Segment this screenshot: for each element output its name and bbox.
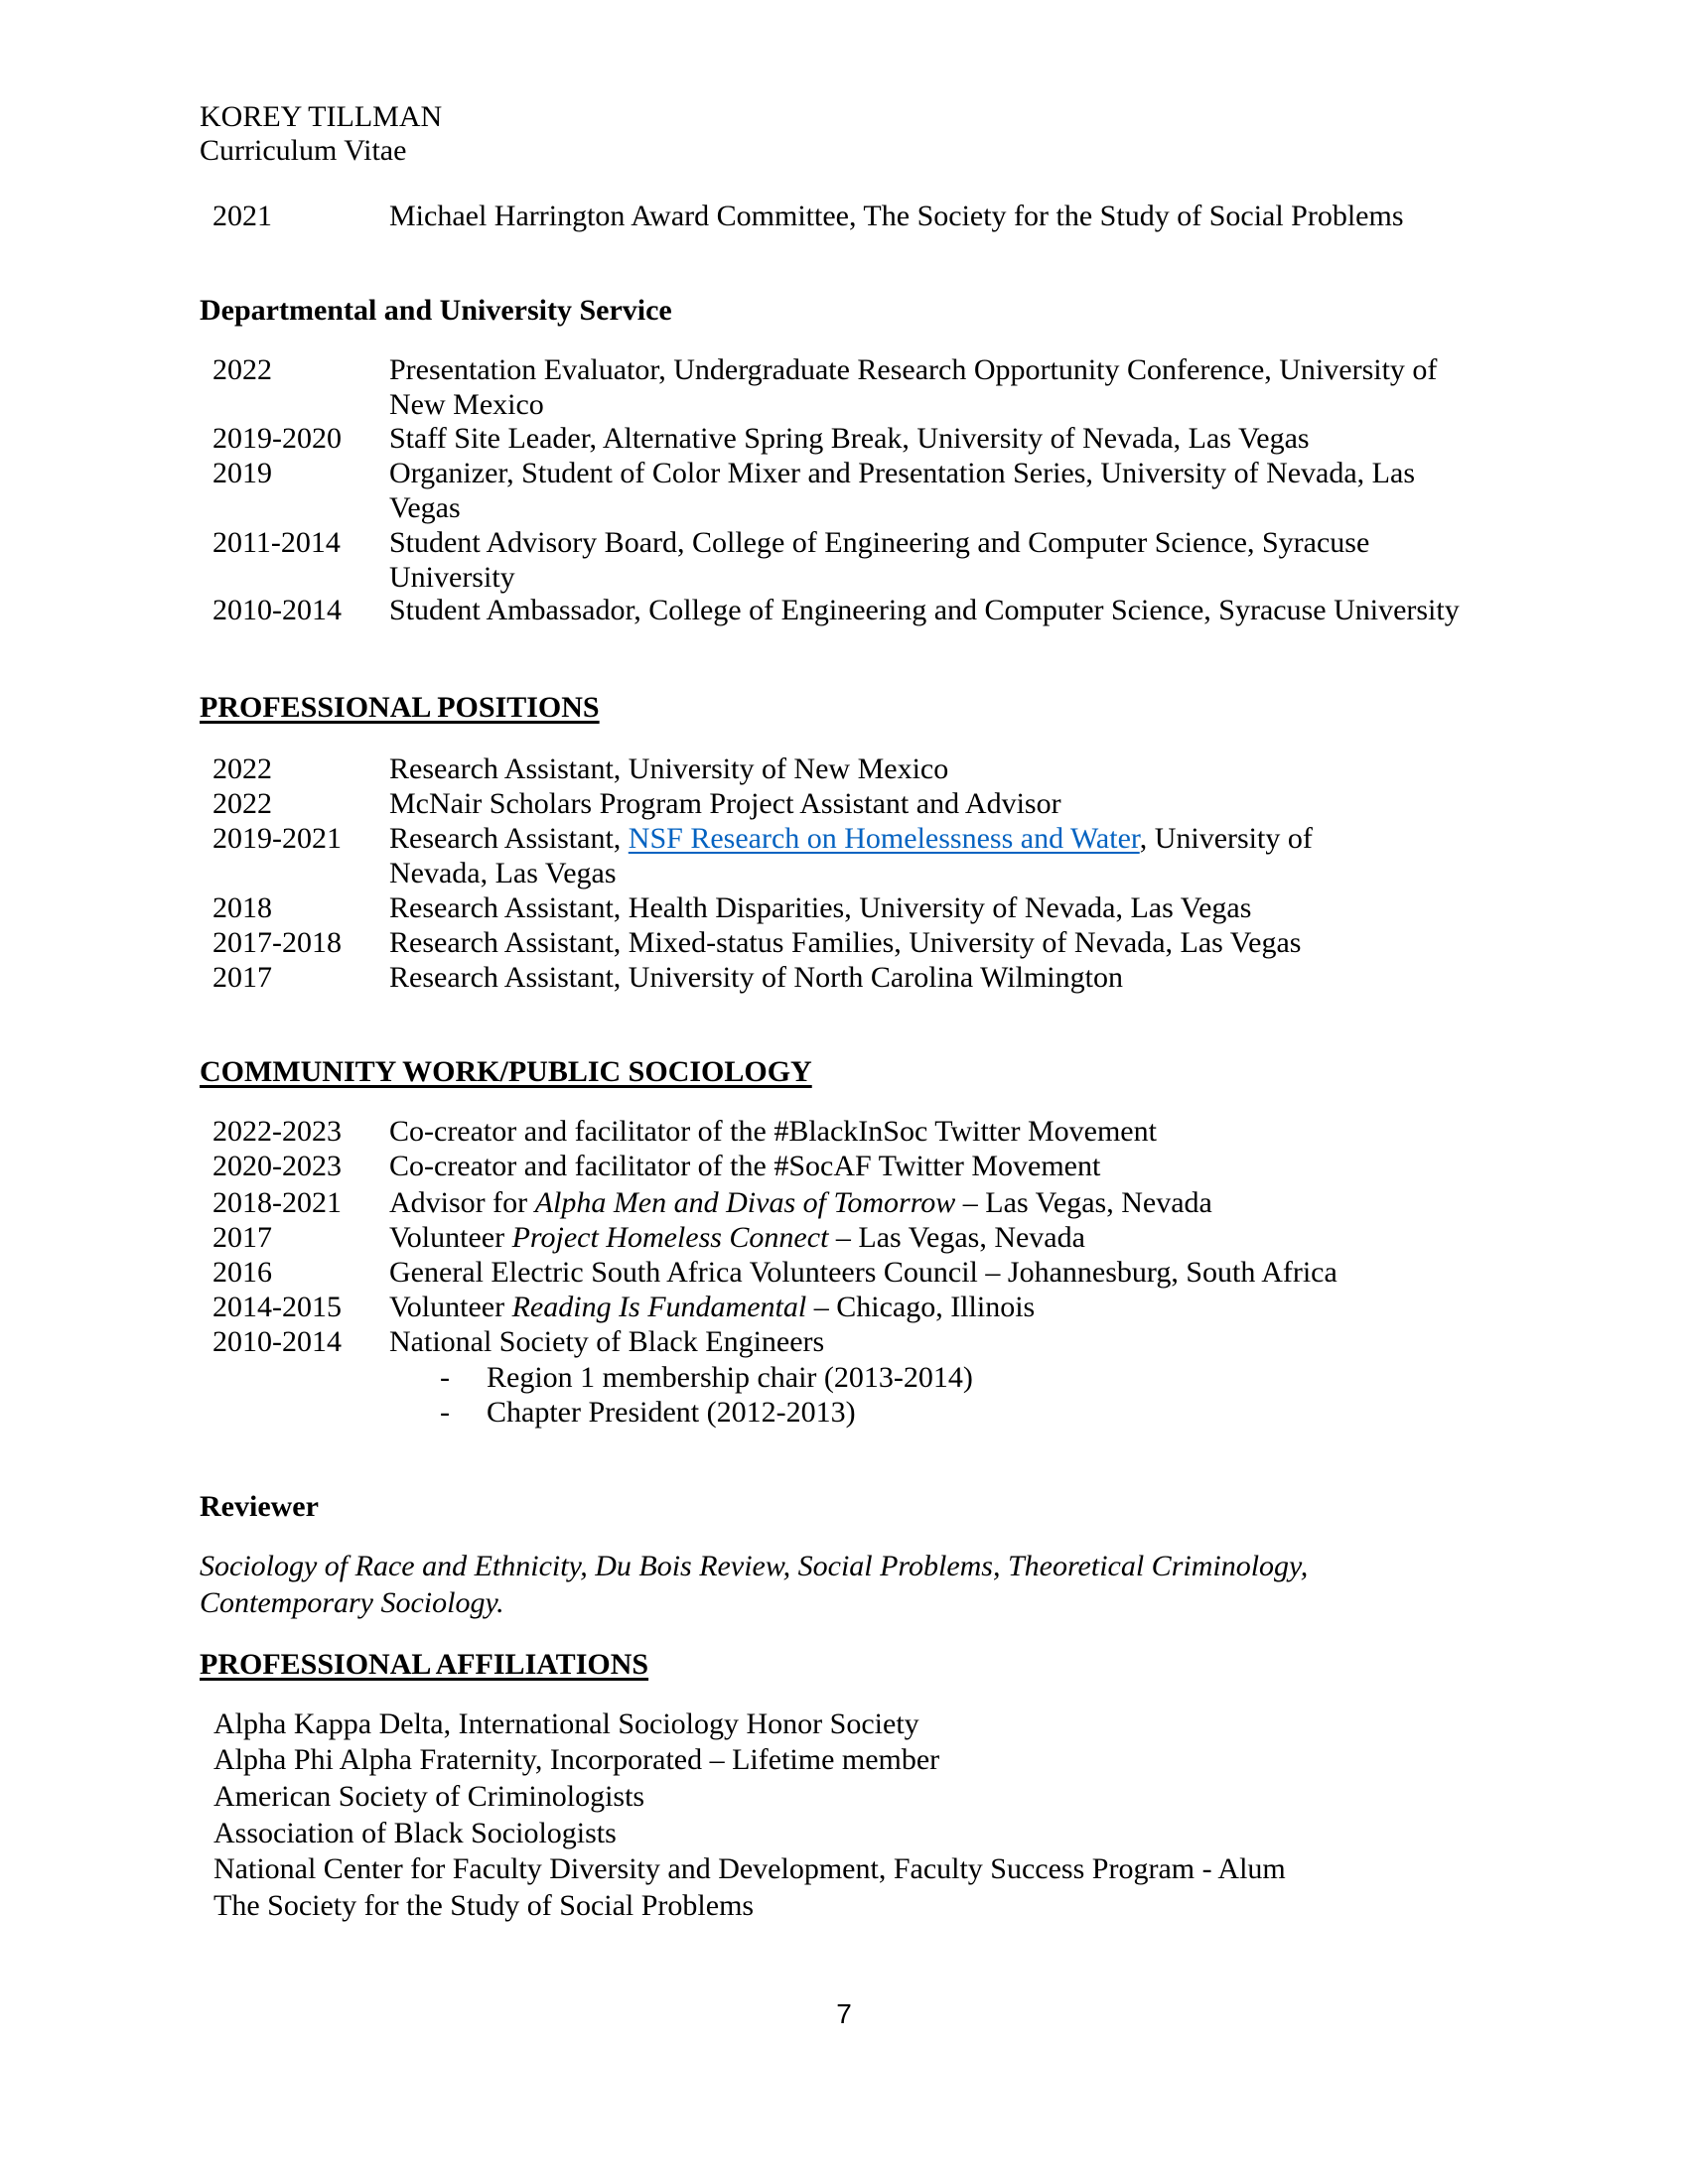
entry-year: 2017-2018 bbox=[212, 926, 342, 959]
entry-description-line bbox=[389, 928, 1301, 958]
reviewer-journals-line: Sociology of Race and Ethnicity, Du Bois Review, Social Problems, Theoretical Criminology, bbox=[200, 1550, 1309, 1582]
project-link[interactable]: NSF Research on Homelessness and Water bbox=[628, 822, 1140, 855]
section-heading-professional-affiliations: PROFESSIONAL AFFILIATIONS bbox=[200, 1648, 649, 1681]
entry-year: 2021 bbox=[212, 200, 272, 232]
entry-text: Organizer, Student of Color Mixer and Presentation Series, University of Nevada, Las bbox=[389, 457, 1415, 489]
entry-text: Michael Harrington Award Committee, The Society for the Study of Social Problems bbox=[389, 200, 1404, 232]
entry-text: – Las Vegas, Nevada bbox=[828, 1221, 1085, 1254]
entry-text: Research Assistant, University of New Mexico bbox=[389, 752, 949, 785]
entry-text: New Mexico bbox=[389, 388, 544, 421]
section-heading-reviewer: Reviewer bbox=[200, 1490, 319, 1523]
entry-description-line bbox=[389, 1223, 1085, 1253]
affiliation-item: Association of Black Sociologists bbox=[213, 1817, 617, 1849]
affiliation-item: Alpha Kappa Delta, International Sociology Honor Society bbox=[213, 1707, 919, 1740]
entry-text: – Chicago, Illinois bbox=[806, 1291, 1036, 1323]
entry-text: General Electric South Africa Volunteers Council – Johannesburg, South Africa bbox=[389, 1256, 1337, 1289]
entry-text: McNair Scholars Program Project Assistant and Advisor bbox=[389, 787, 1061, 820]
entry-description-line bbox=[389, 1117, 1157, 1147]
document-subtitle: Curriculum Vitae bbox=[200, 134, 407, 167]
entry-description-line bbox=[389, 563, 515, 593]
entry-description-line bbox=[389, 893, 1251, 923]
affiliation-item: National Center for Faculty Diversity and Development, Faculty Success Program - Alum bbox=[213, 1852, 1286, 1885]
entry-year: 2011-2014 bbox=[212, 526, 341, 559]
entry-text: Student Ambassador, College of Engineering and Computer Science, Syracuse University bbox=[389, 594, 1460, 626]
entry-year: 2019-2021 bbox=[212, 822, 342, 855]
italic-title: Alpha Men and Divas of Tomorrow bbox=[534, 1186, 956, 1219]
entry-year: 2022 bbox=[212, 787, 272, 820]
entry-text: Student Advisory Board, College of Engineering and Computer Science, Syracuse bbox=[389, 526, 1370, 559]
entry-description-line bbox=[389, 1152, 1100, 1181]
entry-text: , University of bbox=[1139, 822, 1313, 855]
entry-description-line bbox=[389, 824, 1313, 854]
entry-description-line bbox=[389, 1258, 1337, 1288]
section-heading-professional-positions: PROFESSIONAL POSITIONS bbox=[200, 691, 600, 724]
entry-year: 2019 bbox=[212, 457, 272, 489]
entry-description-line bbox=[389, 390, 544, 420]
entry-description-line bbox=[389, 528, 1369, 558]
entry-text: – Las Vegas, Nevada bbox=[955, 1186, 1212, 1219]
italic-title: Project Homeless Connect bbox=[511, 1221, 829, 1254]
entry-description-line bbox=[389, 963, 1123, 993]
entry-description-line bbox=[389, 754, 948, 784]
entry-description-line bbox=[389, 859, 617, 888]
entry-text: Research Assistant, bbox=[389, 822, 629, 855]
entry-description-line bbox=[389, 424, 1310, 454]
entry-description-line bbox=[389, 493, 461, 523]
entry-description-line bbox=[389, 459, 1415, 488]
entry-text: Research Assistant, Mixed-status Families, University of Nevada, Las Vegas bbox=[389, 926, 1302, 959]
affiliation-item: The Society for the Study of Social Problems bbox=[213, 1889, 755, 1922]
entry-year: 2010-2014 bbox=[212, 594, 342, 626]
sub-item-text: Chapter President (2012-2013) bbox=[487, 1396, 856, 1429]
entry-year: 2020-2023 bbox=[212, 1150, 342, 1182]
dash-bullet-icon: - bbox=[440, 1361, 450, 1394]
entry-text: Volunteer bbox=[389, 1221, 512, 1254]
entry-year: 2010-2014 bbox=[212, 1325, 342, 1358]
entry-text: Presentation Evaluator, Undergraduate Research Opportunity Conference, University of bbox=[389, 353, 1438, 386]
section-heading-community-work: COMMUNITY WORK/PUBLIC SOCIOLOGY bbox=[200, 1055, 812, 1088]
entry-text: Staff Site Leader, Alternative Spring Break, University of Nevada, Las Vegas bbox=[389, 422, 1310, 455]
entry-year: 2022-2023 bbox=[212, 1115, 342, 1148]
entry-text: Nevada, Las Vegas bbox=[389, 857, 617, 889]
entry-text: National Society of Black Engineers bbox=[389, 1325, 825, 1358]
entry-description-line bbox=[389, 596, 1460, 625]
entry-description-line bbox=[389, 1327, 824, 1357]
entry-year: 2019-2020 bbox=[212, 422, 342, 455]
entry-text: University bbox=[389, 561, 515, 594]
affiliation-item: American Society of Criminologists bbox=[213, 1780, 645, 1813]
entry-description-line bbox=[389, 1188, 1212, 1218]
entry-text: Advisor for bbox=[389, 1186, 535, 1219]
author-name: KOREY TILLMAN bbox=[200, 100, 443, 133]
italic-title: Reading Is Fundamental bbox=[511, 1291, 807, 1323]
entry-year: 2018-2021 bbox=[212, 1186, 342, 1219]
page-number: 7 bbox=[836, 1998, 852, 2029]
entry-text: Research Assistant, Health Disparities, University of Nevada, Las Vegas bbox=[389, 891, 1252, 924]
entry-text: Research Assistant, University of North Carolina Wilmington bbox=[389, 961, 1123, 994]
entry-year: 2017 bbox=[212, 1221, 272, 1254]
entry-text: Volunteer bbox=[389, 1291, 512, 1323]
entry-year: 2016 bbox=[212, 1256, 272, 1289]
entry-text: Vegas bbox=[389, 491, 461, 524]
entry-year: 2018 bbox=[212, 891, 272, 924]
section-heading-departmental-service: Departmental and University Service bbox=[200, 294, 672, 327]
entry-description-line bbox=[389, 202, 1404, 231]
sub-item-text: Region 1 membership chair (2013-2014) bbox=[487, 1361, 973, 1394]
entry-description-line bbox=[389, 355, 1437, 385]
entry-year: 2017 bbox=[212, 961, 272, 994]
entry-text: Co-creator and facilitator of the #SocAF Twitter Movement bbox=[389, 1150, 1101, 1182]
entry-year: 2022 bbox=[212, 353, 272, 386]
reviewer-journals-line: Contemporary Sociology. bbox=[200, 1586, 504, 1619]
affiliation-item: Alpha Phi Alpha Fraternity, Incorporated – Lifetime member bbox=[213, 1743, 940, 1776]
dash-bullet-icon: - bbox=[440, 1396, 450, 1429]
entry-description-line bbox=[389, 1293, 1035, 1322]
entry-text: Co-creator and facilitator of the #BlackInSoc Twitter Movement bbox=[389, 1115, 1157, 1148]
entry-year: 2014-2015 bbox=[212, 1291, 342, 1323]
entry-year: 2022 bbox=[212, 752, 272, 785]
entry-description-line bbox=[389, 789, 1061, 819]
